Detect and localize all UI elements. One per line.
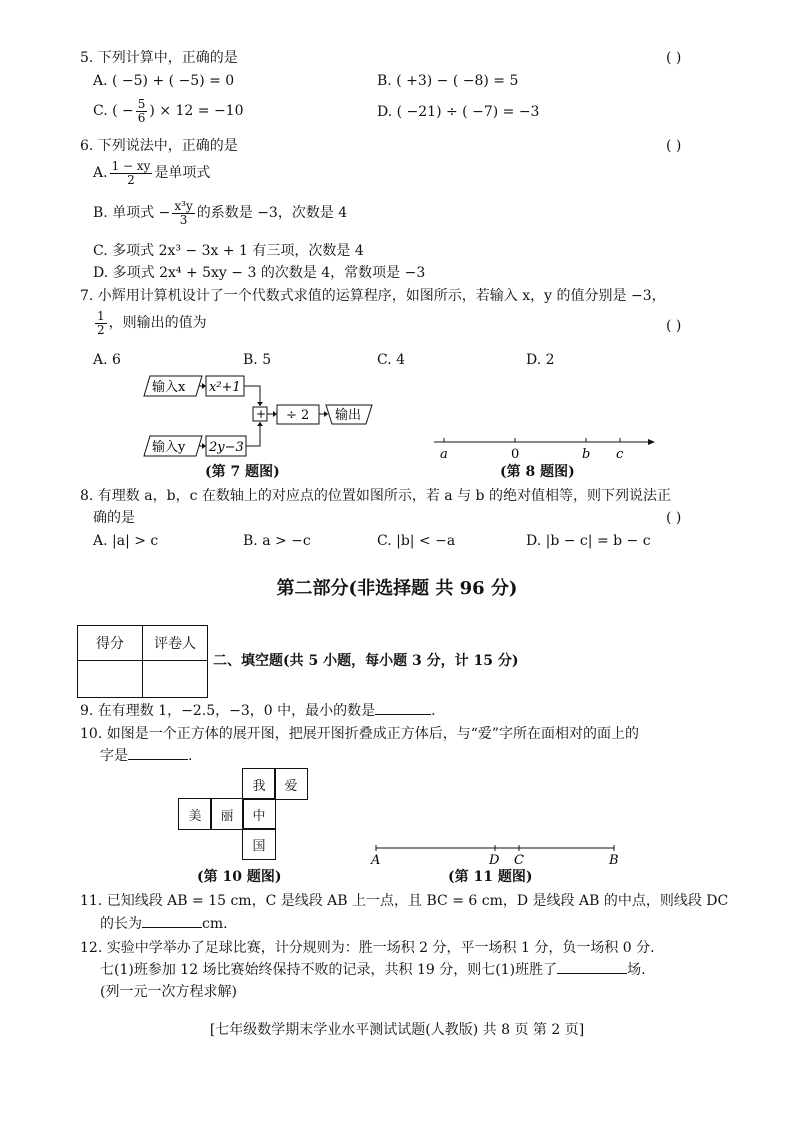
q8-answer-paren: ( ) [666,510,682,526]
q7-caption: (第 7 题图) [205,464,280,480]
label-b: b [582,447,591,462]
q6-option-b: B. 单项式 − $\frac{\text{x³y}}{3}$ 的系数是 −3，次数是 4 [93,199,348,227]
q6-a-fraction: $\frac{1 - xy}{2}$ [111,159,151,187]
q7-flowchart [140,372,380,462]
q11-segment [368,840,628,870]
input-x-label: 输入x [152,380,186,395]
net-cell-mei: 美 [178,798,212,830]
q8-option-a: A. |a| > c [93,533,159,549]
net-cell-ai: 爱 [274,768,308,800]
q6-answer-paren: ( ) [666,138,682,154]
net-cell-li: 丽 [210,798,244,830]
q5-c-fraction: $\frac{5}{6}$ [137,97,146,125]
q10-caption: (第 10 题图) [197,869,282,885]
q10-stem-line2: 字是 . [100,748,193,764]
q7-option-a: A. 6 [93,352,121,368]
q5-answer-paren: ( ) [666,50,682,66]
q6-stem: 6. 下列说法中，正确的是 [80,138,238,154]
q8-option-c: C. |b| < −a [377,533,456,549]
q5-option-d: D. ( −21) ÷ ( −7) = −3 [377,104,540,120]
score-table [77,625,208,698]
q9-answer-blank[interactable] [375,714,431,715]
q12-answer-blank[interactable] [557,973,627,974]
label-c: c [616,447,624,462]
arrowhead-y [202,443,206,449]
q12-stem-line3: (列一元一次方程求解) [100,984,237,1000]
q5-option-a: A. ( −5) + ( −5) = 0 [93,73,235,89]
q7-stem-line2: $\frac{1}{2}$ ，则输出的值为 [97,309,207,337]
label-B: B [609,853,619,868]
q8-stem: 8. 有理数 a，b，c 在数轴上的对应点的位置如图所示，若 a 与 b 的绝对值相等，则下列说法正 [80,488,671,504]
q6-b-fraction: $\frac{\text{x³y}}{3}$ [174,199,193,227]
line-x-to-plus [244,386,260,406]
q12-stem: 12. 实验中学举办了足球比赛，计分规则为：胜一场积 2 分，平一场积 1 分，负一场积 0 分. [80,940,655,956]
part2-title: 第二部分(非选择题 共 96 分) [276,578,518,599]
q11-answer-blank[interactable] [142,927,202,928]
net-cell-guo: 国 [242,828,276,860]
label-A: A [371,853,381,868]
q9-stem: 9. 在有理数 1，−2.5，−3，0 中，最小的数是 . [80,703,436,719]
q11-stem: 11. 已知线段 AB = 15 cm，C 是线段 AB 上一点，且 BC = 6 cm，D 是线段 AB 的中点，则线段 DC [80,893,729,909]
plus-label: + [256,407,267,421]
q6-option-c: C. 多项式 2x³ − 3x + 1 有三项，次数是 4 [93,243,364,259]
q8-number-line [430,434,660,464]
q12-stem-line2: 七(1)班参加 12 场比赛始终保持不败的记录，共积 19 分，则七(1)班胜了 场. [100,962,646,978]
arrowhead-x [202,383,206,389]
expr-x-label: x²+1 [209,380,241,395]
q7-option-b: B. 5 [243,352,272,368]
q11-stem-line2: 的长为 cm. [100,916,228,932]
output-label: 输出 [335,408,362,423]
q10-stem: 10. 如图是一个正方体的展开图，把展开图折叠成正方体后，与“爱”字所在面相对的面上的 [80,726,640,742]
label-0: 0 [511,447,520,462]
q11-caption: (第 11 题图) [448,869,533,885]
input-y-label: 输入y [152,440,186,455]
q8-option-b: B. a > −c [243,533,311,549]
q8-option-d: D. |b − c| = b − c [526,533,651,549]
net-cell-wo: 我 [242,768,276,800]
score-header: 得分 [78,626,143,661]
q5-stem: 5. 下列计算中，正确的是 [80,50,238,66]
q7-fraction: $\frac{1}{2}$ [97,309,105,337]
q5-option-b: B. ( +3) − ( −8) = 5 [377,73,519,89]
div-label: ÷ 2 [286,408,310,423]
arrowhead-div [273,411,277,417]
q5-option-c: C. ( − $\frac{5}{6}$ ) × 12 = −10 [93,97,244,125]
label-a: a [440,447,448,462]
arrowhead-plus-bottom [257,422,263,426]
q6-option-a: A. $\frac{1 - xy}{2}$ 是单项式 [93,159,211,187]
net-cell-zhong: 中 [242,798,276,830]
q7-option-d: D. 2 [526,352,555,368]
q7-answer-paren: ( ) [666,318,682,334]
q8-caption: (第 8 题图) [500,464,575,480]
arrowhead-out [324,411,328,417]
q10-answer-blank[interactable] [128,759,188,760]
label-D: D [489,853,500,868]
page-footer: [七年级数学期末学业水平测试试题(人教版) 共 8 页 第 2 页] [209,1022,585,1038]
q8-stem-line2: 确的是 [93,510,135,526]
q7-option-c: C. 4 [377,352,406,368]
q6-option-d: D. 多项式 2x⁴ + 5xy − 3 的次数是 4，常数项是 −3 [93,265,426,281]
score-cell[interactable] [78,661,143,698]
grader-header: 评卷人 [143,626,208,661]
q10-cube-net [178,768,308,868]
arrowhead-plus-top [257,402,263,406]
grader-cell[interactable] [143,661,208,698]
expr-y-label: 2y−3 [209,440,244,455]
axis-arrowhead [648,439,655,445]
label-C: C [514,853,524,868]
section-title: 二、填空题(共 5 小题，每小题 3 分，计 15 分) [213,653,519,669]
q7-stem: 7. 小辉用计算机设计了一个代数式求值的运算程序，如图所示，若输入 x，y 的值分别是 −3， [80,288,666,304]
